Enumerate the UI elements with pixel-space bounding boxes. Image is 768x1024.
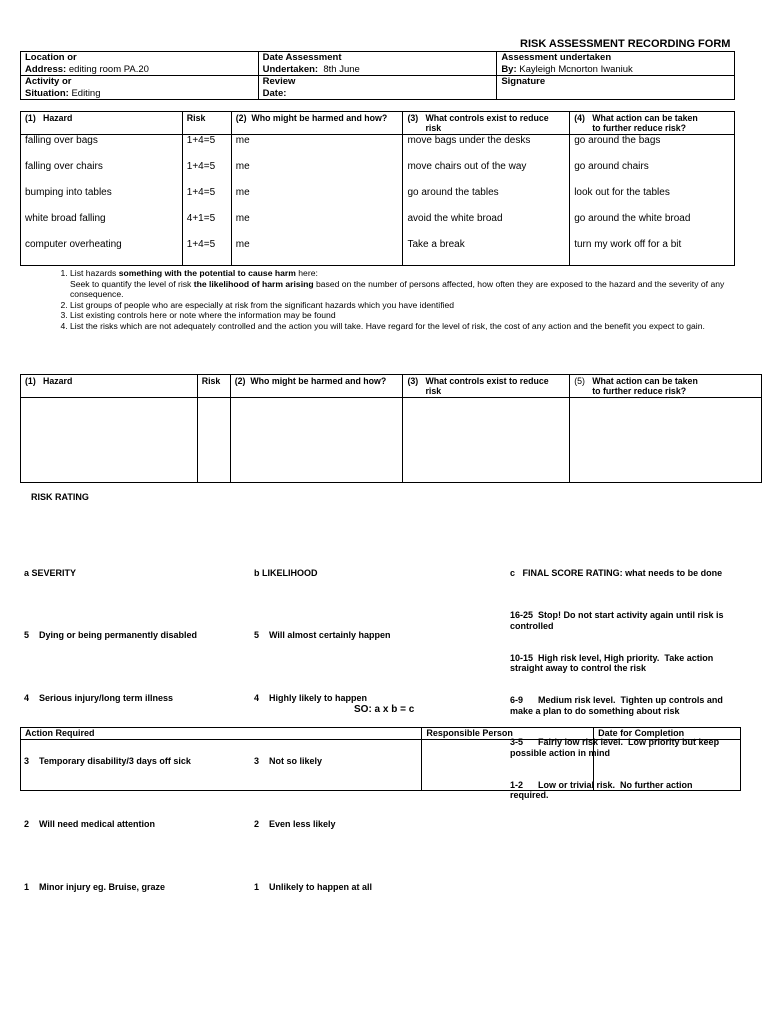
list-item: 3 Temporary disability/3 days off sick	[24, 756, 191, 766]
assessor-cell[interactable]	[497, 52, 735, 76]
instructions-list	[56, 268, 760, 332]
hazard-cell[interactable]	[21, 398, 198, 483]
action-cell[interactable]: go around the bags	[570, 135, 735, 162]
risk-cell[interactable]: 1+4=5	[182, 161, 231, 187]
table-row	[21, 213, 735, 239]
controls-cell[interactable]	[403, 398, 570, 483]
table-row	[21, 187, 735, 213]
list-item: 16-25 Stop! Do not start activity again until risk is controlled	[510, 610, 727, 631]
activity-label: Activity or	[25, 76, 72, 87]
hazard-header: (1) Hazard	[21, 375, 198, 398]
table-row	[21, 135, 735, 162]
final-score-heading: c FINAL SCORE RATING: what needs to be done	[510, 568, 723, 578]
undertaken-label: Undertaken:	[262, 63, 319, 75]
risk-cell[interactable]: 1+4=5	[182, 239, 231, 266]
action-required-header: Action Required	[21, 728, 422, 740]
form-title: RISK ASSESSMENT RECORDING FORM	[520, 38, 731, 50]
who-cell[interactable]: me	[231, 161, 403, 187]
table-row	[21, 161, 735, 187]
table-row	[21, 398, 762, 483]
risk-cell[interactable]: 1+4=5	[182, 135, 231, 162]
signature-label: Signature	[501, 76, 546, 87]
date-value: 8th June	[323, 63, 360, 75]
hazard-cell[interactable]: falling over bags	[21, 135, 183, 162]
action-cell[interactable]: go around chairs	[570, 161, 735, 187]
score-formula: SO: a x b = c	[354, 704, 415, 715]
action-required-cell[interactable]	[21, 740, 422, 791]
likelihood-heading: b LIKELIHOOD	[254, 568, 318, 578]
who-cell[interactable]: me	[231, 187, 403, 213]
instruction-item: 4. List the risks which are not adequately controlled and the action you will take. Have regard for the level of risk, the cost of any action and the benefit you expect to gain.	[70, 321, 760, 332]
controls-cell[interactable]: avoid the white broad	[403, 213, 570, 239]
list-item: 5 Will almost certainly happen	[254, 630, 391, 640]
table-row	[21, 239, 735, 266]
controls-cell[interactable]: move bags under the desks	[403, 135, 570, 162]
who-header: (2) Who might be harmed and how?	[231, 112, 403, 135]
by-label: By:	[501, 63, 517, 75]
risk-header: Risk	[197, 375, 230, 398]
action-cell[interactable]: look out for the tables	[570, 187, 735, 213]
hazard-header: (1) Hazard	[21, 112, 183, 135]
instruction-item: 3. List existing controls here or note where the information may be found	[70, 310, 760, 321]
action-cell[interactable]: go around the white broad	[570, 213, 735, 239]
assessment-info-table	[20, 51, 735, 100]
instruction-item: 1. List hazards something with the potential to cause harm here: Seek to quantify the level of risk the likelihood of harm arising based on the number of persons affected, how often they are exposed to the hazard and the severity of any consequence.	[70, 268, 760, 300]
date-label: Date Assessment	[262, 52, 342, 63]
risk-header: Risk	[182, 112, 231, 135]
location-label: Location or	[25, 52, 77, 63]
location-value: editing room PA.20	[68, 63, 149, 75]
risk-cell[interactable]	[197, 398, 230, 483]
date-for-completion-cell[interactable]	[594, 740, 741, 791]
list-item: 3 Not so likely	[254, 756, 323, 766]
list-item: 2 Will need medical attention	[24, 819, 155, 829]
hazard-cell[interactable]: falling over chairs	[21, 161, 183, 187]
list-item: 2 Even less likely	[254, 819, 336, 829]
location-cell[interactable]	[21, 52, 259, 76]
risk-cell[interactable]: 4+1=5	[182, 213, 231, 239]
date-cell[interactable]	[258, 52, 497, 76]
list-item: 4 Highly likely to happen	[254, 693, 368, 703]
hazard-cell[interactable]: white broad falling	[21, 213, 183, 239]
list-item: 4 Serious injury/long term illness	[24, 693, 174, 703]
action-cell[interactable]: turn my work off for a bit	[570, 239, 735, 266]
action-header: (4) What action can be taken to further reduce risk?	[570, 112, 735, 135]
review-cell[interactable]	[258, 76, 497, 100]
responsible-person-header: Responsible Person	[422, 728, 594, 740]
who-cell[interactable]: me	[231, 239, 403, 266]
who-cell[interactable]	[230, 398, 403, 483]
activity-value: Editing	[71, 87, 101, 99]
action-cell[interactable]	[570, 398, 762, 483]
who-header: (2) Who might be harmed and how?	[230, 375, 403, 398]
controls-cell[interactable]: move chairs out of the way	[403, 161, 570, 187]
responsible-person-cell[interactable]	[422, 740, 594, 791]
review-date-label: Date:	[262, 87, 287, 99]
who-cell[interactable]: me	[231, 213, 403, 239]
controls-header: (3) What controls exist to reduce risk	[403, 375, 570, 398]
hazard-cell[interactable]: bumping into tables	[21, 187, 183, 213]
list-item: 3-5 Fairly low risk level. Low priority but keep possible action in mind	[510, 737, 722, 758]
list-item: 1 Minor injury eg. Bruise, graze	[24, 882, 166, 892]
instruction-item: 2. List groups of people who are especially at risk from the significant hazards which you have identified	[70, 300, 760, 311]
date-for-completion-header: Date for Completion	[594, 728, 741, 740]
assessor-label: Assessment undertaken	[501, 52, 612, 63]
review-label: Review	[262, 76, 296, 87]
risk-cell[interactable]: 1+4=5	[182, 187, 231, 213]
controls-header: (3) What controls exist to reduce risk	[403, 112, 570, 135]
list-item: 1-2 Low or trivial risk. No further action required.	[510, 779, 696, 801]
controls-cell[interactable]: Take a break	[403, 239, 570, 266]
list-item: 10-15 High risk level, High priority. Take action straight away to control the risk	[510, 652, 716, 674]
list-item: 1 Unlikely to happen at all	[254, 882, 373, 892]
hazard-cell[interactable]: computer overheating	[21, 239, 183, 266]
hazard-table-blank	[20, 374, 762, 483]
severity-heading: a SEVERITY	[24, 568, 77, 578]
list-item: 5 Dying or being permanently disabled	[24, 630, 198, 640]
risk-rating-heading: RISK RATING	[31, 492, 89, 502]
list-item: 6-9 Medium risk level. Tighten up controls and make a plan to do something about risk	[510, 694, 726, 716]
table-row	[21, 740, 741, 791]
assessor-value: Kayleigh Mcnorton Iwaniuk	[519, 63, 633, 75]
hazard-table	[20, 111, 735, 266]
situation-label: Situation:	[25, 87, 69, 99]
action-header: (5) What action can be taken to further reduce risk?	[570, 375, 762, 398]
who-cell[interactable]: me	[231, 135, 403, 162]
signature-cell[interactable]	[497, 76, 735, 100]
activity-cell[interactable]	[21, 76, 259, 100]
action-table	[20, 727, 741, 791]
controls-cell[interactable]: go around the tables	[403, 187, 570, 213]
address-label: Address:	[25, 63, 67, 75]
